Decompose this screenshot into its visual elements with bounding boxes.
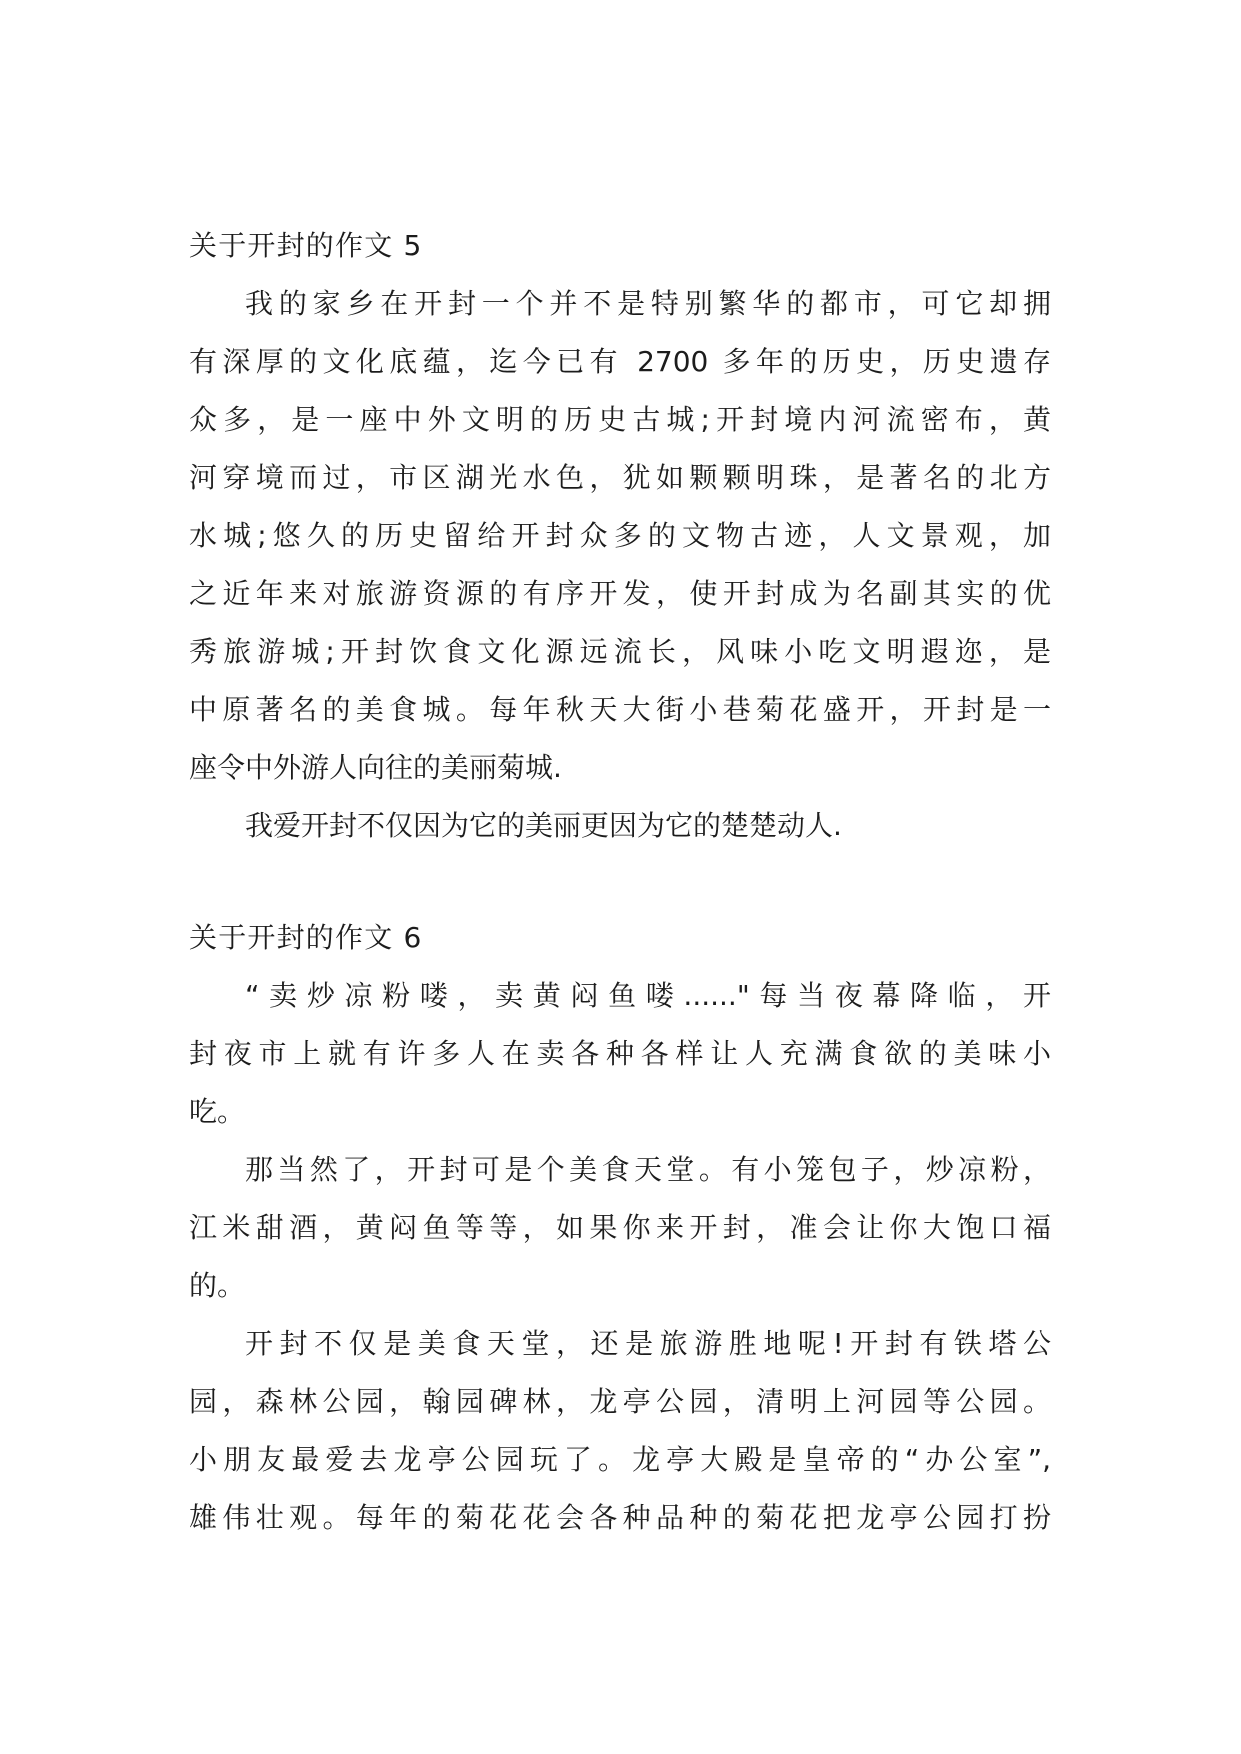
paragraph xyxy=(189,1141,1051,1315)
text-line: 众多，是一座中外文明的历史古城;开封境内河流密布，黄 xyxy=(189,403,1051,436)
text-line: 水城;悠久的历史留给开封众多的文物古迹，人文景观，加 xyxy=(189,519,1051,552)
text-line: 开封不仅是美食天堂，还是旅游胜地呢!开封有铁塔公 xyxy=(245,1327,1051,1360)
section-title: 关于开封的作文 6 xyxy=(189,921,423,954)
text-line: 小朋友最爱去龙亭公园玩了。龙亭大殿是皇帝的“办公室”, xyxy=(189,1443,1051,1476)
text-line: 那当然了，开封可是个美食天堂。有小笼包子，炒凉粉， xyxy=(245,1153,1051,1186)
text-line: 中原著名的美食城。每年秋天大街小巷菊花盛开，开封是一 xyxy=(189,693,1051,726)
text-line: “卖炒凉粉喽，卖黄闷鱼喽......"每当夜幕降临，开 xyxy=(245,979,1051,1012)
text-line: 的。 xyxy=(189,1269,246,1302)
text-line: 雄伟壮观。每年的菊花花会各种品种的菊花把龙亭公园打扮 xyxy=(189,1501,1051,1534)
paragraph xyxy=(189,967,1051,1141)
essay-section-6 xyxy=(189,909,1051,1547)
text-line: 我的家乡在开封一个并不是特别繁华的都市，可它却拥 xyxy=(245,287,1051,320)
text-line: 座令中外游人向往的美丽菊城. xyxy=(189,751,562,784)
text-line: 园，森林公园，翰园碑林，龙亭公园，清明上河园等公园。 xyxy=(189,1385,1051,1418)
text-line: 有深厚的文化底蕴，迄今已有 2700 多年的历史，历史遗存 xyxy=(189,345,1051,378)
paragraph xyxy=(189,275,1051,797)
section-title: 关于开封的作文 5 xyxy=(189,229,423,262)
text-line: 秀旅游城;开封饮食文化源远流长，风味小吃文明遐迩，是 xyxy=(189,635,1051,668)
text-line: 封夜市上就有许多人在卖各种各样让人充满食欲的美味小 xyxy=(189,1037,1051,1070)
essay-section-5 xyxy=(189,217,1051,855)
paragraph xyxy=(189,797,1051,855)
text-line: 吃。 xyxy=(189,1095,246,1128)
text-line: 我爱开封不仅因为它的美丽更因为它的楚楚动人. xyxy=(245,809,842,842)
paragraph xyxy=(189,1315,1051,1547)
text-line: 之近年来对旅游资源的有序开发，使开封成为名副其实的优 xyxy=(189,577,1051,610)
text-line: 江米甜酒，黄闷鱼等等，如果你来开封，准会让你大饱口福 xyxy=(189,1211,1051,1244)
text-line: 河穿境而过，市区湖光水色，犹如颗颗明珠，是著名的北方 xyxy=(189,461,1051,494)
